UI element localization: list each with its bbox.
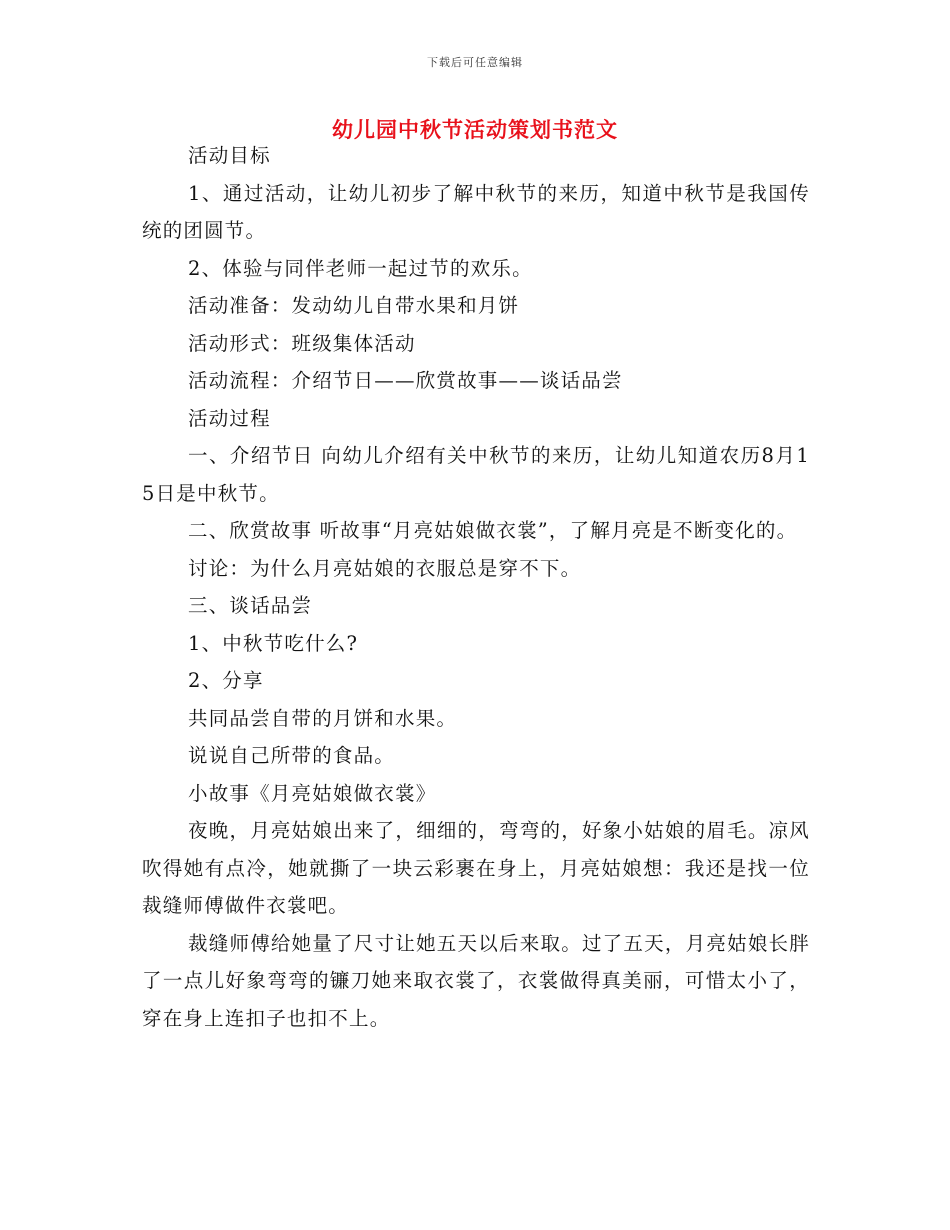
- paragraph: 活动过程: [188, 406, 271, 430]
- paragraph: 讨论：为什么月亮姑娘的衣服总是穿不下。: [188, 556, 582, 580]
- paragraph: 活动流程：介绍节日——欣赏故事——谈话品尝: [188, 369, 623, 392]
- paragraph: 夜晚，月亮姑娘出来了，细细的，弯弯的，好象小姑娘的眉毛。凉风吹得她有点冷，她就撕了一块云彩裹在身上，月亮姑娘想：我还是找一位裁缝师傅做件衣裳吧。: [142, 819, 810, 917]
- paragraph: 小故事《月亮姑娘做衣裳》: [188, 781, 437, 805]
- paragraph: 二、欣赏故事 听故事“月亮姑娘做衣裳”，了解月亮是不断变化的。: [188, 519, 798, 542]
- paragraph: 三、谈话品尝: [188, 594, 313, 617]
- paragraph: 1、通过活动，让幼儿初步了解中秋节的来历，知道中秋节是我国传统的团圆节。: [142, 181, 810, 242]
- paragraph: 活动目标: [188, 144, 271, 167]
- paragraph: 1、中秋节吃什么?: [188, 631, 359, 655]
- paragraph: 一、介绍节日 向幼儿介绍有关中秋节的来历，让幼儿知道农历8月15日是中秋节。: [142, 444, 810, 505]
- paragraph: 2、体验与同伴老师一起过节的欢乐。: [188, 256, 533, 280]
- paragraph: 活动准备：发动幼儿自带水果和月饼: [188, 294, 520, 317]
- paragraph: 说说自己所带的食品。: [188, 744, 396, 767]
- document-title: 幼儿园中秋节活动策划书范文: [332, 118, 618, 142]
- page-header: 下载后可任意编辑: [427, 56, 523, 69]
- paragraph: 裁缝师傅给她量了尺寸让她五天以后来取。过了五天，月亮姑娘长胖了一点儿好象弯弯的镰刀她来取衣裳了，衣裳做得真美丽，可惜太小了，穿在身上连扣子也扣不上。: [142, 931, 810, 1030]
- paragraph: 活动形式：班级集体活动: [188, 331, 416, 355]
- paragraph: 共同品尝自带的月饼和水果。: [188, 706, 458, 730]
- paragraph: 2、分享: [188, 669, 264, 692]
- document-body: [142, 137, 810, 1037]
